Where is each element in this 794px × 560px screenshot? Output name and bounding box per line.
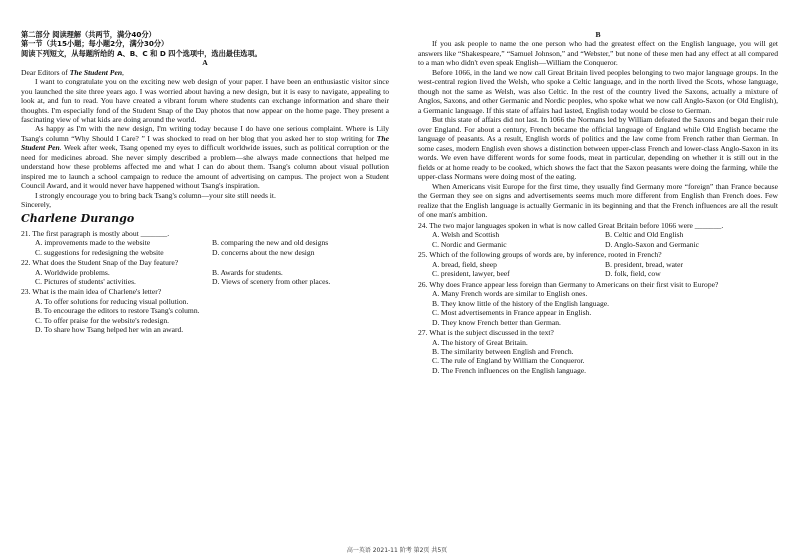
- passage-a-paragraph-2: [21, 124, 389, 190]
- page-footer: 高一英语 2021-11 阶考 第2页 共5页: [346, 547, 448, 554]
- passage-b-paragraph-1: If you ask people to name the one person who had the greatest effect on the English language, you will get answers like “Shakespeare,” “Samuel Johnson,” and “Webster,” but none of these men had any effect at all compared to a man who didn't even speak English—William the Conqueror.: [418, 39, 778, 68]
- question-stem: 23. What is the main idea of Charlene's letter?: [21, 287, 162, 297]
- question-stem: 25. Which of the following groups of words are, by inference, rooted in French?: [418, 250, 662, 260]
- answer-option: C. To offer praise for the website's redesign.: [35, 315, 170, 325]
- answer-option: B. To encourage the editors to restore Tsang's column.: [35, 306, 200, 316]
- answer-option: A. Worldwide problems.: [35, 267, 110, 277]
- option-row: [21, 248, 389, 257]
- answer-option: A. The history of Great Britain.: [432, 337, 528, 347]
- option-row: [418, 260, 778, 269]
- answer-option: B. comparing the new and old designs: [212, 238, 329, 248]
- passage-b-label: B: [595, 30, 601, 39]
- passage-b-paragraph-4: When Americans visit Europe for the first time, they usually find Germany more “foreign” than France because the German they see on signs and advertisements seems much more different from English than French does. Few realize that the English language is actually Germanic in its beginning and that the French influences are all the result of one man's ambition.: [418, 181, 778, 220]
- instruction: 阅读下列短文，从每题所给的 A、B、C 和 D 四个选项中，选出最佳选项。: [21, 48, 262, 58]
- option-row: [418, 230, 778, 239]
- answer-option: D. They know French better than German.: [432, 317, 561, 327]
- option-row: [21, 277, 389, 286]
- passage-a-paragraph-3: I strongly encourage you to bring back Tsang's column—your site still needs it.: [35, 190, 276, 200]
- answer-option: D. folk, field, cow: [605, 269, 661, 279]
- answer-option: C. suggestions for redesigning the website: [35, 247, 164, 257]
- answer-option: A. To offer solutions for reducing visual pollution.: [35, 296, 189, 306]
- section-heading: 第一节（共15小题；每小题2分，满分30分）: [21, 39, 169, 49]
- passage-a-label: A: [202, 58, 208, 68]
- answer-option: D. To share how Tsang helped her win an award.: [35, 325, 184, 335]
- answer-option: B. The similarity between English and French.: [432, 346, 574, 356]
- answer-option: A. improvements made to the website: [35, 238, 151, 248]
- passage-b-paragraph-3: But this state of affairs did not last. In 1066 the Normans led by William defeated the Saxons and began their rule over England. For about a century, French became the official language of England while Old English became the language of peasants. As a result, English words of politics and the law come from French rather than German. In some cases, modern English even shows a distinction between upper-class French and lower-class Anglo-Saxon in its words. We even have different words for some foods, meat in particular, depending on whether it is still out in the fields or at home ready to be cooked, which shows the fact that the Saxon peasants were doing the farming, while the upper-class Normans were doing most of the eating.: [418, 115, 778, 182]
- answer-option: A. Many French words are similar to English ones.: [432, 289, 588, 299]
- option-row: [21, 268, 389, 277]
- paragraph-2-part-2: . Week after week, Tsang opened my eyes to difficult worldwide issues, such as political corruption or the need for medicines abroad. She never simply described a problem—she always made connections that helped me understand how these problems affected me and what I can do about them. Tsang's column about visual pollution inspired me to launch a school campaign to reduce the amount of advertising on campus. The project won a Student Council Award, and it would never have happened without Tsang's inspiration.: [21, 143, 389, 191]
- questions-right: [418, 221, 778, 376]
- paragraph-2-part-1: As happy as I'm with the new design, I'm writing today because I do have one serious complaint. Where is Lily Tsang's column “Why Should I Care? ” I was shocked to read on her blog that you asked her to stop writing for: [21, 124, 389, 143]
- passage-a-paragraph-1: I want to congratulate you on the exciting new web design of your paper. I have been an enthusiastic visitor since you launched the site three years ago. I was worried about having a new design, but it is easy to navigate, appealing to look at, and fun to read. You have created a vibrant forum where students can exchange information and share their thoughts. I'm especially fond of the Student Snap of the Day photos that now appear on the home page. They present a fascinating view of what kids are doing around the world.: [21, 77, 389, 124]
- passage-b-paragraph-2: Before 1066, in the land we now call Great Britain lived peoples belonging to two major language groups. In the west-central region lived the Welsh, who spoke a Celtic language, and in the north lived the Scots, whose language, though not the same as Welsh, was also Celtic. In the rest of the country lived the Saxons, actually a mixture of Anglos, Saxons, and other Germanic and Nordic peoples, who spoke what we now call Anglo-Saxon (or Old English), a Germanic language. If this state of affairs had lasted, English today would be close to German.: [418, 67, 779, 115]
- answer-option: B. They know little of the history of the English language.: [432, 298, 610, 308]
- answer-option: A. Welsh and Scottish: [432, 230, 500, 240]
- answer-option: B. Celtic and Old English: [605, 230, 684, 240]
- answer-option: C. president, lawyer, beef: [432, 269, 510, 279]
- option-row: [21, 238, 389, 247]
- answer-option: B. president, bread, water: [605, 259, 684, 269]
- part-heading: 第二部分 阅读理解（共两节，满分40分）: [21, 30, 156, 39]
- signature: Charlene Durango: [21, 211, 135, 225]
- salutation-prefix: Dear Editors of: [21, 67, 70, 77]
- answer-option: A. bread, field, sheep: [432, 259, 497, 269]
- answer-option: D. Anglo-Saxon and Germanic: [605, 239, 700, 249]
- salutation-suffix: ,: [122, 67, 124, 77]
- answer-option: D. The French influences on the English language.: [432, 365, 587, 375]
- right-column: [418, 30, 778, 375]
- salutation-title: The Student Pen: [69, 67, 123, 77]
- answer-option: D. Views of scenery from other places.: [212, 277, 331, 286]
- salutation: [21, 68, 389, 77]
- answer-option: C. The rule of England by William the Conqueror.: [432, 356, 585, 366]
- question-stem: 27. What is the subject discussed in the text?: [418, 328, 554, 338]
- question-stem: 24. The two major languages spoken in what is now called Great Britain before 1066 were _______.: [418, 220, 724, 230]
- answer-option: B. Awards for students.: [212, 267, 283, 277]
- closing: Sincerely,: [21, 200, 52, 210]
- question-stem: 21. The first paragraph is mostly about _______.: [21, 228, 170, 238]
- paragraph-2-title: The Student Pen: [21, 133, 389, 153]
- answer-option: C. Most advertisements in France appear in English.: [432, 308, 592, 318]
- answer-option: C. Pictures of students' activities.: [35, 277, 136, 286]
- option-row: [418, 240, 778, 249]
- questions-left: [21, 229, 389, 335]
- question-stem: 22. What does the Student Snap of the Day feature?: [21, 258, 179, 268]
- left-column: [21, 30, 389, 335]
- option-row: [418, 269, 778, 278]
- answer-option: C. Nordic and Germanic: [432, 239, 507, 249]
- answer-option: D. concerns about the new design: [212, 247, 315, 257]
- question-stem: 26. Why does France appear less foreign than Germany to Americans on their first visit to Europe?: [418, 279, 719, 289]
